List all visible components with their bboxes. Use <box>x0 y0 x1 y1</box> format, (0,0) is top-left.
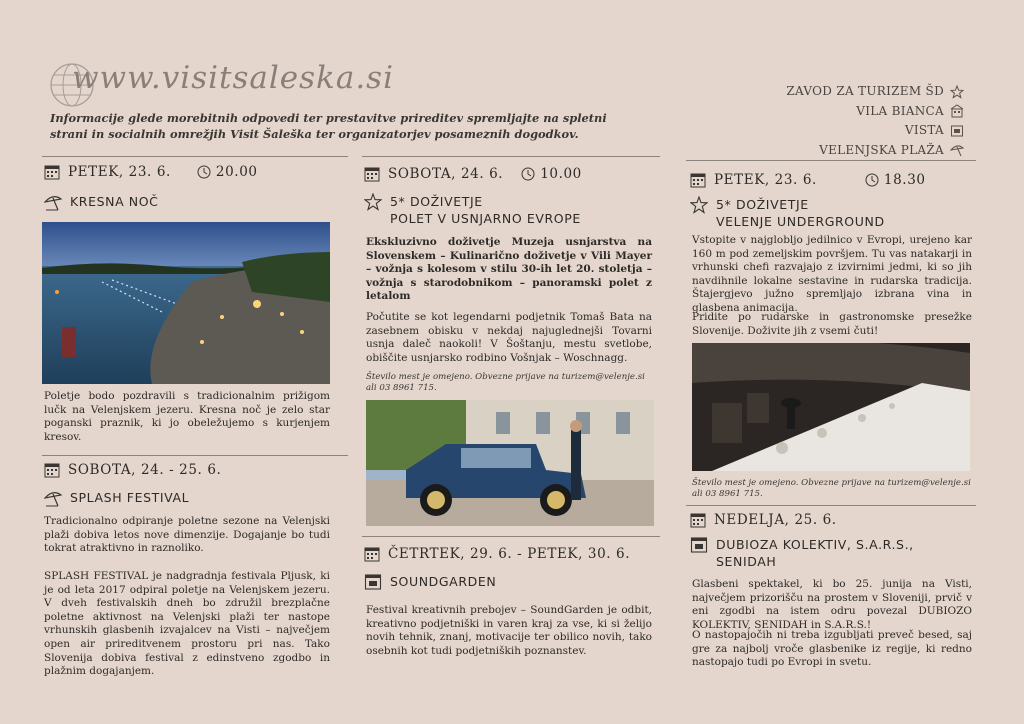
event-description: Tradicionalno odpiranje poletne sezone na Velenjski plaži dobiva letos nove dimenzije. Dogajanje bo tudi tokrat atraktivno in raznoliko. <box>44 515 330 555</box>
event-description: SPLASH FESTIVAL je nadgradnja festivala Pljusk, ki je od leta 2017 odpiral poletje na Velenjskem jezeru. V dveh festivalskih dneh bo združil brezplačne poletne aktivnost na Velenjski plaži ter nastope vrhunskih glasbenih izvajalcev na Visti – največjem open air prireditvenem prostoru pri nas. Tako Slovenija dobiva festival z edinstveno zgodbo in plažnim dogajanjem. <box>44 570 330 678</box>
registration-note: Število mest je omejeno. Obvezne prijave na turizem@velenje.si ali 03 8961 715. <box>366 372 645 393</box>
event-description: Poletje bodo pozdravili s tradicionalnim prižigom lučk na Velenjskem jezeru. Kresna noč je zelo star poganski praznik, ki jo obeležujemo s kurjenjem kresov. <box>44 390 330 443</box>
event-time: 10.00 <box>540 166 582 182</box>
event-description: Vstopite v najgloblјo jedilnico v Evropi, urejeno kar 160 m pod zemeljskim površjem. Tu vas natakarji in vrhunski chefi razvajajo z izvirnimi jedmi, ki so jih navdihnile lokalne sestavine in rudarska tradicija. Štajergjevo južno spremljajo izbrana vina in glasbena animacija. <box>692 234 972 314</box>
event-description: Glasbeni spektakel, ki bo 25. junija na Visti, največjem prizorišču na prostem v Sloveniji, prvič v eni zgodbi na istem odru povezal DUBIOZO KOLEKTIV, SENIDAH in S.A.R.S.! <box>692 578 972 631</box>
event-description: Pridite po rudarske in gastronomske presežke Slovenije. Doživite jih z vsemi čuti! <box>692 311 972 337</box>
event-title-row <box>44 193 159 211</box>
underground-dining-photo <box>692 343 970 471</box>
intro-notice: Informacije glede morebitnih odpovedi ter prestavitve prireditev spremljajte na spletni strani in socialnih omrežjih Visit Šaleška ter organizatorjev posameznih dogodkov. <box>50 111 607 141</box>
stage-icon <box>950 124 964 138</box>
stage-icon <box>364 573 382 591</box>
star-icon <box>364 193 382 211</box>
brand-zavod: ZAVOD ZA TURIZEM ŠD <box>786 82 964 102</box>
event-highlights: Ekskluzivno doživetje Muzeja usnjarstva na Slovenskem – Kulinarično doživetje v Vili Mayer – vožnja s kolesom v stilu 30-ih let 20. stoletja – vožnja s starodobnikom – panoramski polet z letalom <box>366 236 652 303</box>
event-title: POLET V USNJARNO EVROPE <box>390 211 581 226</box>
event-title: KRESNA NOČ <box>70 194 159 209</box>
event-time: 18.30 <box>883 172 926 188</box>
divider <box>42 156 348 157</box>
divider <box>362 156 660 157</box>
calendar-icon <box>690 172 706 188</box>
event-description: Počutite se kot legendarni podjetnik Tomaš Bata na zasebnem obisku v nekdaj najuglednejši Tovarni usnja daleč naokoli! V Šoštanju, mestu svetlobe, obiščite usnjarsko rodbino Vošnjak – Woschnagg. <box>366 311 652 364</box>
event-title-row <box>690 196 885 230</box>
vintage-car-photo <box>366 400 654 526</box>
registration-note: Število mest je omejeno. Obvezne prijave na turizem@velenje.si ali 03 8961 715. <box>692 478 971 499</box>
event-title: 5* DOŽIVETJE <box>390 194 483 209</box>
brand-list <box>786 82 964 160</box>
event-title-row <box>690 536 960 570</box>
building-icon <box>950 104 964 118</box>
event-date: ČETRTEK, 29. 6. - PETEK, 30. 6. <box>388 546 631 562</box>
star-icon <box>690 196 708 214</box>
event-title-row <box>364 193 581 227</box>
event-title: VELENJE UNDERGROUND <box>716 214 885 229</box>
event-date-row <box>364 546 630 562</box>
umbrella-icon <box>950 143 964 157</box>
clock-icon <box>865 173 879 187</box>
lake-photo <box>42 222 330 384</box>
site-logo[interactable]: www.visitsaleska.si <box>72 60 394 96</box>
calendar-icon <box>364 166 380 182</box>
event-title: DUBIOZA KOLEKTIV, S.A.R.S., SENIDAH <box>716 537 914 569</box>
event-title-row <box>44 489 189 507</box>
event-title-row <box>364 573 496 591</box>
event-title: SPLASH FESTIVAL <box>70 490 190 505</box>
event-date: SOBOTA, 24. 6. <box>388 166 504 182</box>
event-time: 20.00 <box>215 164 258 180</box>
event-date-row <box>44 164 258 180</box>
divider <box>686 505 976 506</box>
event-date-row <box>690 512 837 528</box>
brand-vista: VISTA <box>786 121 964 141</box>
calendar-icon <box>690 512 706 528</box>
event-description: O nastopajočih ni treba izgubljati preveč besed, saj gre za najbolj vroče glasbenike iz regije, ki redno nastopajo tudi po Evropi in svetu. <box>692 629 972 669</box>
calendar-icon <box>44 164 60 180</box>
divider <box>362 536 660 537</box>
event-description: Festival kreativnih prebojev – SoundGarden je odbit, kreativno podjetniški in varen kraj za vse, ki si želijo novih tehnik, znanj, motivacije ter obilico novih, tako osebnih kot tudi podjetniških poznanstev. <box>366 604 652 657</box>
event-title: 5* DOŽIVETJE <box>716 197 809 212</box>
star-icon <box>950 85 964 99</box>
divider <box>686 160 976 161</box>
brand-vila-bianca: VILA BIANCA <box>786 102 964 122</box>
umbrella-icon <box>44 489 62 507</box>
umbrella-icon <box>44 193 62 211</box>
event-title: SOUNDGARDEN <box>390 574 497 589</box>
event-date: SOBOTA, 24. - 25. 6. <box>68 462 222 478</box>
divider <box>42 455 348 456</box>
calendar-icon <box>44 462 60 478</box>
event-date-row <box>690 172 926 188</box>
event-date: NEDELJA, 25. 6. <box>714 512 837 528</box>
event-date-row <box>44 462 221 478</box>
event-date: PETEK, 23. 6. <box>714 172 817 188</box>
event-date-row <box>364 166 582 182</box>
clock-icon <box>521 167 535 181</box>
calendar-icon <box>364 546 380 562</box>
event-date: PETEK, 23. 6. <box>68 164 171 180</box>
stage-icon <box>690 536 708 554</box>
brand-velenjska-plaza: VELENJSKA PLAŽA <box>786 141 964 161</box>
clock-icon <box>197 165 211 179</box>
